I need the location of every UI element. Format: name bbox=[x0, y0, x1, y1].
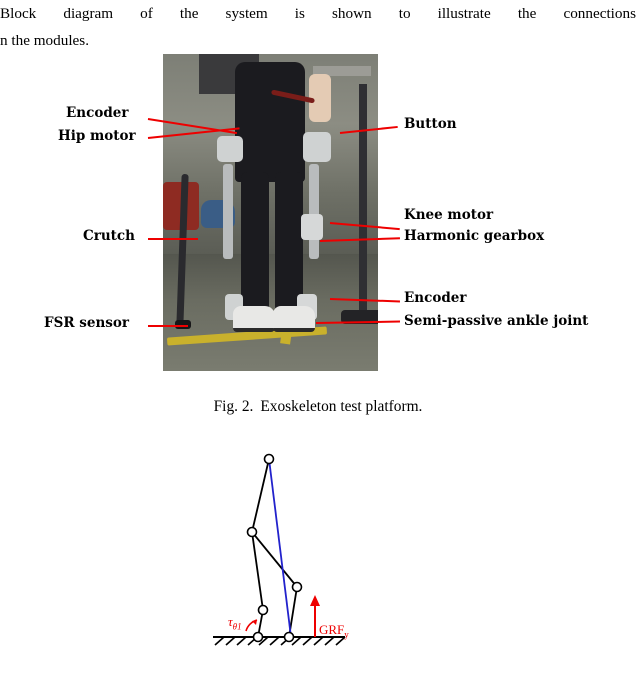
leader-line-crutch bbox=[148, 238, 198, 240]
photo-exo-right-frame bbox=[309, 164, 319, 259]
photo-exo-left-hip bbox=[217, 136, 243, 162]
figure-2-caption bbox=[0, 398, 636, 416]
photo-subject-left-leg bbox=[241, 172, 269, 312]
photo-subject-right-leg bbox=[275, 172, 303, 312]
annotation-encoder-left: Encoder bbox=[66, 105, 129, 121]
annotation-knee-motor: Knee motor bbox=[404, 207, 494, 223]
grf-symbol: GRF bbox=[319, 622, 345, 637]
annotation-encoder-right: Encoder bbox=[404, 290, 467, 306]
annotation-harmonic-gearbox: Harmonic gearbox bbox=[404, 228, 545, 244]
figure-2-caption-text: Exoskeleton test platform. bbox=[260, 398, 423, 415]
annotation-hip-motor: Hip motor bbox=[58, 128, 136, 144]
torque-subscript: θ1 bbox=[232, 621, 242, 632]
stick-link-blue bbox=[269, 459, 291, 637]
photo-exo-right-hip bbox=[303, 132, 331, 162]
photo-right-shoe bbox=[273, 306, 315, 332]
body-paragraph bbox=[0, 0, 636, 54]
grf-label bbox=[319, 622, 349, 640]
photo-support-pole bbox=[359, 84, 367, 322]
paragraph-line-2: n the modules. bbox=[0, 32, 90, 49]
stick-diagram-svg bbox=[0, 432, 636, 680]
photo-left-shoe bbox=[233, 306, 275, 332]
photo-subject-torso bbox=[235, 62, 305, 182]
grf-subscript: y bbox=[344, 629, 349, 640]
grf-arrowhead bbox=[310, 595, 320, 606]
torque-label bbox=[228, 614, 242, 632]
figure-2 bbox=[0, 50, 636, 380]
torque-symbol: τ bbox=[228, 614, 233, 629]
photo-exo-right-knee bbox=[301, 214, 323, 240]
annotation-crutch: Crutch bbox=[83, 228, 135, 244]
figure-2-caption-label: Fig. 2. bbox=[213, 398, 254, 415]
annotation-button: Button bbox=[404, 116, 457, 132]
annotation-ankle-joint: Semi-passive ankle joint bbox=[404, 313, 589, 329]
photo-exo-left-frame bbox=[223, 164, 233, 259]
annotation-fsr-sensor: FSR sensor bbox=[44, 315, 129, 331]
figure-3-stick-diagram bbox=[0, 432, 636, 680]
paragraph-line-1: Block diagram of the system is shown to illustrate the connections bbox=[0, 5, 636, 22]
leader-line-fsr-sensor bbox=[148, 325, 188, 327]
